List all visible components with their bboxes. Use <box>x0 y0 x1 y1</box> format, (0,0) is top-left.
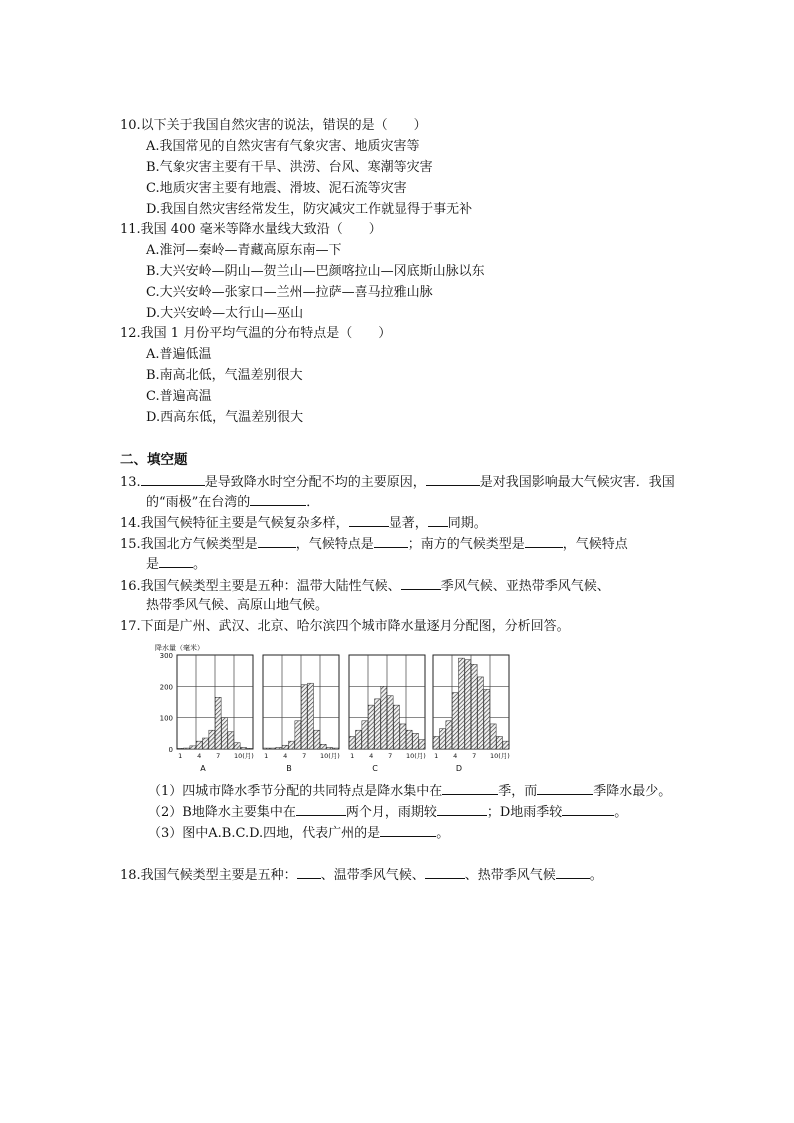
q18-line <box>120 865 603 885</box>
precipitation-bar <box>406 730 412 749</box>
q10-option-d: D.我国自然灾害经常发生，防灾减灾工作就显得于事无补 <box>146 202 473 217</box>
panel-label: C <box>372 764 378 773</box>
q18-text-2: 、温带季风气候、 <box>320 868 425 883</box>
precipitation-bar <box>209 730 215 749</box>
precipitation-bar <box>381 686 387 749</box>
answer-blank[interactable] <box>258 534 296 548</box>
q16-line2: 热带季风气候、高原山地气候。 <box>146 598 329 613</box>
precipitation-bar <box>241 747 247 749</box>
precipitation-bar <box>289 741 295 749</box>
precipitation-bar <box>394 705 400 749</box>
q16-text-1: 16.我国气候类型主要是五种：温带大陆性气候、 <box>120 579 401 594</box>
answer-blank[interactable] <box>525 534 563 548</box>
answer-blank[interactable] <box>442 781 498 795</box>
q11-option-c: C.大兴安岭—张家口—兰州—拉萨—喜马拉雅山脉 <box>146 285 433 300</box>
precipitation-bar <box>184 748 190 749</box>
q14-text-2: 显著， <box>388 516 428 531</box>
precipitation-bar <box>459 658 465 749</box>
precipitation-bar <box>419 740 425 749</box>
precipitation-chart <box>153 641 525 777</box>
x-tick-label: 10(月) <box>234 752 254 760</box>
precipitation-bar <box>263 748 269 749</box>
precipitation-bar <box>215 697 221 749</box>
precipitation-chart-svg <box>153 641 525 777</box>
q13-line1 <box>120 472 675 492</box>
q12-stem: 12.我国 1 月份平均气温的分布特点是（ ） <box>120 326 392 341</box>
q18-text-3: 、热带季风气候 <box>464 868 556 883</box>
q13-line2 <box>146 492 319 512</box>
precipitation-bar <box>362 721 368 749</box>
x-tick-label: 4 <box>453 752 458 760</box>
precipitation-bar <box>433 736 439 749</box>
precipitation-bar <box>387 696 393 749</box>
precipitation-bar <box>465 660 471 749</box>
precipitation-bar <box>228 732 234 749</box>
x-tick-label: 1 <box>264 752 269 760</box>
q13-text-2: 是对我国影响最大气候灾害．我国 <box>479 475 675 490</box>
x-tick-label: 10(月) <box>320 752 340 760</box>
q10-option-a: A.我国常见的自然灾害有气象灾害、地质灾害等 <box>146 139 420 154</box>
q17-sub2-text-1: （2）B地降水主要集中在 <box>148 805 296 820</box>
precipitation-bar <box>301 685 307 749</box>
y-axis-label: 降水量（毫米） <box>155 644 204 652</box>
precipitation-bar <box>400 724 406 749</box>
q14-text-1: 14.我国气候特征主要是气候复杂多样， <box>120 516 349 531</box>
precipitation-bar <box>308 683 314 749</box>
q12-option-c: C.普遍高温 <box>146 389 212 404</box>
q11-option-b: B.大兴安岭—阴山—贺兰山—巴颜喀拉山—冈底斯山脉以东 <box>146 264 485 279</box>
q15-text-3: ；南方的气候类型是 <box>407 537 525 552</box>
q11-option-a: A.淮河—秦岭—青藏高原东南—下 <box>146 243 342 258</box>
q12-option-b: B.南高北低，气温差别很大 <box>146 368 303 383</box>
answer-blank[interactable] <box>425 865 465 879</box>
q17-sub1-text-2: 季，而 <box>498 784 538 799</box>
precipitation-bar <box>349 736 355 749</box>
y-tick-label: 0 <box>168 746 173 754</box>
q15-text-5: 是 <box>146 557 160 572</box>
answer-blank[interactable] <box>537 781 593 795</box>
precipitation-bar <box>234 743 240 749</box>
answer-blank[interactable] <box>556 865 590 879</box>
q13-text-1: 是导致降水时空分配不均的主要原因， <box>204 475 426 490</box>
answer-blank[interactable] <box>349 513 389 527</box>
q13-number: 13. <box>120 475 141 490</box>
q17-sub3 <box>148 823 449 843</box>
q10-option-c: C.地质灾害主要有地震、滑坡、泥石流等灾害 <box>146 181 407 196</box>
q11-stem: 11.我国 400 毫米等降水量线大致沿（ ） <box>120 222 382 237</box>
precipitation-bar <box>478 677 484 749</box>
q15-line2 <box>146 554 206 574</box>
q15-line1 <box>120 534 628 554</box>
precipitation-bar <box>413 733 419 749</box>
q18-text-4: 。 <box>589 868 603 883</box>
answer-blank[interactable] <box>380 823 436 837</box>
q15-text-1: 15.我国北方气候类型是 <box>120 537 258 552</box>
q15-text-2: ，气候特点是 <box>295 537 374 552</box>
answer-blank[interactable] <box>428 513 448 527</box>
precipitation-bar <box>247 748 253 749</box>
q17-sub1-text-1: （1）四城市降水季节分配的共同特点是降水集中在 <box>148 784 443 799</box>
precipitation-bar <box>196 741 202 749</box>
x-tick-label: 10(月) <box>406 752 426 760</box>
precipitation-bar <box>190 746 196 749</box>
precipitation-bar <box>356 730 362 749</box>
precipitation-bar <box>471 664 477 749</box>
x-tick-label: 1 <box>434 752 439 760</box>
q10-option-b: B.气象灾害主要有干旱、洪涝、台风、寒潮等灾害 <box>146 160 433 175</box>
q15-text-6: 。 <box>193 557 207 572</box>
answer-blank[interactable] <box>159 554 193 568</box>
precipitation-bar <box>314 730 320 749</box>
q10-stem: 10.以下关于我国自然灾害的说法，错误的是（ ） <box>120 118 427 133</box>
x-tick-label: 4 <box>369 752 374 760</box>
answer-blank[interactable] <box>374 534 408 548</box>
x-tick-label: 4 <box>283 752 288 760</box>
y-tick-label: 200 <box>159 683 173 692</box>
x-tick-label: 4 <box>197 752 202 760</box>
precipitation-bar <box>452 693 458 749</box>
q17-stem: 17.下面是广州、武汉、北京、哈尔滨四个城市降水量逐月分配图，分析回答。 <box>120 619 570 634</box>
precipitation-bar <box>503 741 509 749</box>
q14-text-3: 同期。 <box>447 516 487 531</box>
q13-text-3: 的“雨极”在台湾的 <box>146 495 251 510</box>
panel-label: D <box>455 764 463 773</box>
q17-sub1-text-3: 季降水最少。 <box>593 784 672 799</box>
y-tick-label: 100 <box>159 714 173 723</box>
precipitation-bar <box>368 705 374 749</box>
precipitation-bar <box>327 747 333 749</box>
q17-sub3-text-1: （3）图中A.B.C.D.四地，代表广州的是 <box>148 826 381 841</box>
x-tick-label: 7 <box>216 752 221 760</box>
q17-sub1 <box>148 781 671 801</box>
y-tick-label: 300 <box>159 652 173 660</box>
answer-blank[interactable] <box>141 472 205 486</box>
q17-sub2-text-3: ；D地雨季较 <box>486 805 563 820</box>
x-tick-label: 10(月) <box>490 752 510 760</box>
q12-option-a: A.普遍低温 <box>146 347 212 362</box>
precipitation-bar <box>270 748 276 749</box>
x-tick-label: 7 <box>302 752 307 760</box>
q16-text-2: 季风气候、亚热带季风气候、 <box>440 579 610 594</box>
precipitation-bar <box>320 744 326 749</box>
q18-text-1: 18.我国气候类型主要是五种： <box>120 868 297 883</box>
panel-label: B <box>286 764 292 773</box>
section-heading: 二、填空题 <box>120 452 188 468</box>
precipitation-bar <box>295 721 301 749</box>
q17-sub2-text-4: 。 <box>614 805 628 820</box>
precipitation-bar <box>276 747 282 749</box>
q13-text-4: ． <box>306 495 320 510</box>
precipitation-bar <box>440 729 446 749</box>
q17-sub2 <box>148 802 627 822</box>
q17-sub2-text-2: 两个月，雨期较 <box>345 805 437 820</box>
precipitation-bar <box>203 738 209 749</box>
answer-blank[interactable] <box>296 802 346 816</box>
answer-blank[interactable] <box>426 472 480 486</box>
answer-blank[interactable] <box>250 492 306 506</box>
precipitation-bar <box>484 689 490 749</box>
q14-line <box>120 513 487 533</box>
precipitation-bar <box>375 699 381 749</box>
q11-option-d: D.大兴安岭—太行山—巫山 <box>146 306 304 321</box>
answer-blank[interactable] <box>437 802 487 816</box>
x-tick-label: 7 <box>388 752 393 760</box>
q16-line1 <box>120 576 610 596</box>
precipitation-bar <box>222 718 228 749</box>
answer-blank[interactable] <box>297 865 321 879</box>
precipitation-bar <box>333 748 339 749</box>
precipitation-bar <box>490 724 496 749</box>
q12-option-d: D.西高东低，气温差别很大 <box>146 410 304 425</box>
q15-text-4: ，气候特点 <box>562 537 628 552</box>
x-tick-label: 1 <box>350 752 355 760</box>
q17-sub3-text-2: 。 <box>436 826 450 841</box>
answer-blank[interactable] <box>562 802 614 816</box>
precipitation-bar <box>282 745 288 749</box>
x-tick-label: 7 <box>472 752 477 760</box>
x-tick-label: 1 <box>178 752 183 760</box>
panel-label: A <box>200 764 206 773</box>
precipitation-bar <box>497 736 503 749</box>
precipitation-bar <box>177 748 183 749</box>
precipitation-bar <box>446 721 452 749</box>
answer-blank[interactable] <box>401 576 441 590</box>
